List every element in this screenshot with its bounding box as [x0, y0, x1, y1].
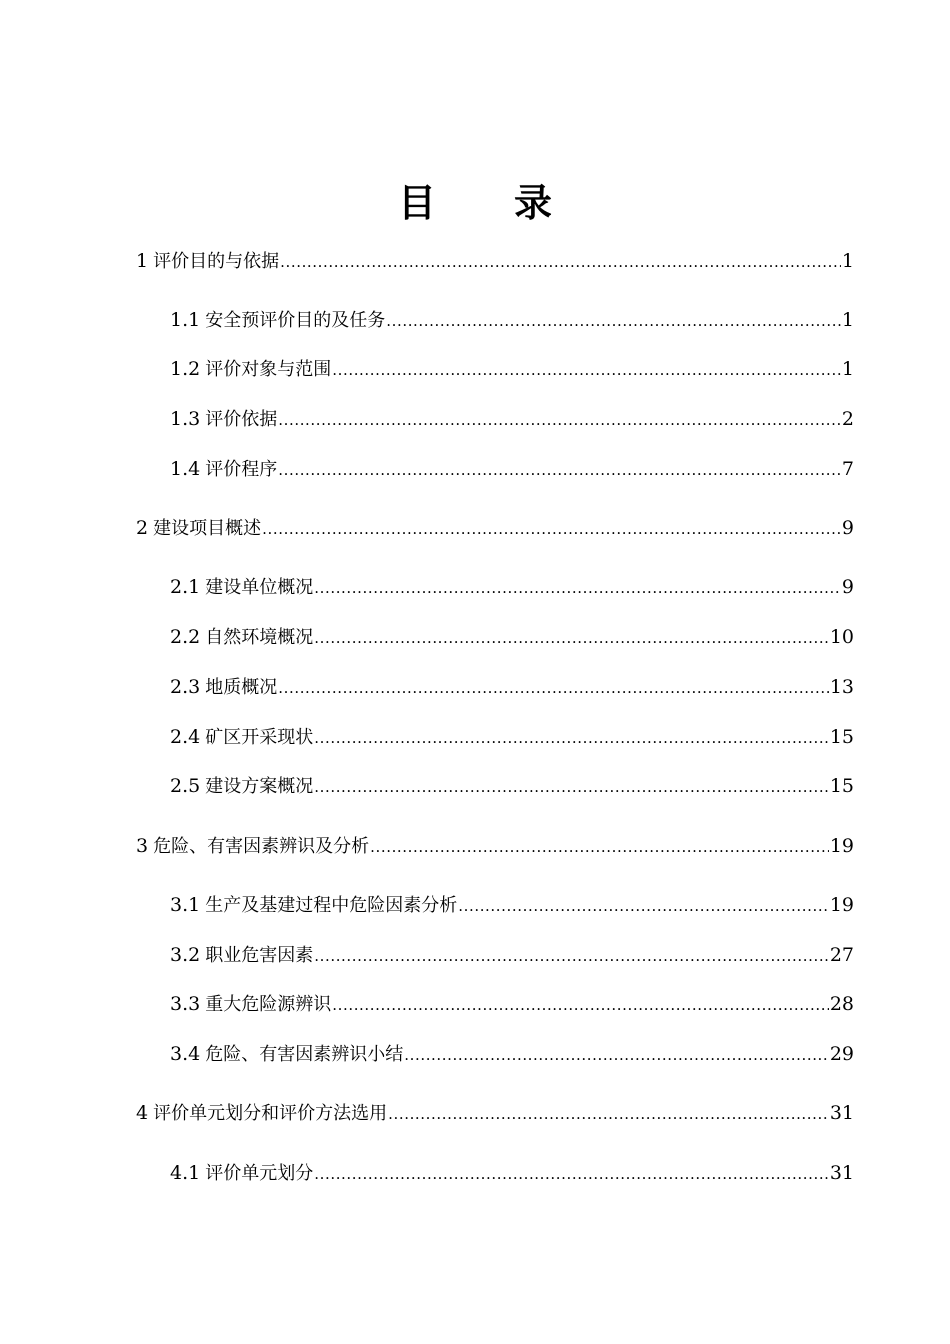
dot-leader: [314, 573, 841, 603]
toc-entry-number: 1.1: [170, 309, 201, 331]
toc-entry-title: 评价程序: [205, 459, 278, 480]
toc-entry-4-1[interactable]: [170, 1158, 854, 1188]
toc-entry-title: 地质概况: [205, 677, 278, 698]
dot-leader: [278, 405, 841, 435]
dot-leader: [386, 306, 841, 336]
toc-title-char-1: 目: [397, 181, 436, 225]
toc-entry-number: 4: [136, 1102, 149, 1124]
toc-entry-title: 评价对象与范围: [205, 359, 332, 380]
dot-leader: [404, 1040, 829, 1070]
toc-entry-title: 评价依据: [205, 409, 278, 430]
toc-entry-page: 31: [829, 1102, 854, 1124]
dot-leader: [278, 455, 841, 485]
dot-leader: [314, 1159, 829, 1189]
toc-entry-number: 3.3: [170, 993, 201, 1015]
toc-entry-page: 28: [829, 993, 854, 1015]
toc-entry-number: 2.1: [170, 576, 201, 598]
toc-entry-page: 19: [829, 835, 854, 857]
toc-entry-number: 2.3: [170, 676, 201, 698]
toc-entry-number: 2.2: [170, 626, 201, 648]
toc-entry-page: 2: [841, 408, 854, 430]
dot-leader: [458, 891, 829, 921]
dot-leader: [332, 990, 829, 1020]
dot-leader: [370, 832, 829, 862]
toc-entry-number: 2.4: [170, 726, 201, 748]
toc-entry-page: 13: [829, 676, 854, 698]
dot-leader: [278, 673, 829, 703]
dot-leader: [314, 772, 829, 802]
toc-entry-page: 10: [829, 626, 854, 648]
toc-entry-number: 2.5: [170, 775, 201, 797]
toc-entry-1-4[interactable]: [170, 454, 854, 484]
toc-entry-number: 1.3: [170, 408, 201, 430]
toc-entry-title: 评价单元划分和评价方法选用: [153, 1103, 388, 1124]
toc-entry-page: 1: [841, 309, 854, 331]
toc-entry-3-3[interactable]: [170, 989, 854, 1019]
dot-leader: [314, 941, 829, 971]
toc-entry-number: 3.4: [170, 1043, 201, 1065]
toc-entry-page: 7: [841, 458, 854, 480]
toc-entry-number: 2: [136, 517, 149, 539]
toc-entry-title: 危险、有害因素辨识及分析: [153, 836, 370, 857]
toc-entry-2-1[interactable]: [170, 572, 854, 602]
toc-entry-3-4[interactable]: [170, 1039, 854, 1069]
toc-entry-title: 生产及基建过程中危险因素分析: [205, 895, 458, 916]
toc-entry-number: 1.4: [170, 458, 201, 480]
toc-entry-2[interactable]: [136, 513, 854, 543]
dot-leader: [314, 723, 829, 753]
toc-entry-title: 建设方案概况: [205, 776, 314, 797]
toc-entry-3[interactable]: [136, 831, 854, 861]
toc-entry-page: 31: [829, 1162, 854, 1184]
toc-entry-1-3[interactable]: [170, 404, 854, 434]
toc-entry-page: 15: [829, 775, 854, 797]
toc-entry-title: 评价单元划分: [205, 1163, 314, 1184]
toc-entry-title: 职业危害因素: [205, 945, 314, 966]
toc-entry-2-3[interactable]: [170, 672, 854, 702]
dot-leader: [388, 1099, 829, 1129]
toc-entry-page: 29: [829, 1043, 854, 1065]
toc-entry-title: 建设项目概述: [153, 518, 262, 539]
toc-entry-3-2[interactable]: [170, 940, 854, 970]
toc-entry-title: 矿区开采现状: [205, 727, 314, 748]
toc-entry-1-2[interactable]: [170, 354, 854, 384]
toc-entry-page: 27: [829, 944, 854, 966]
toc-entry-title: 建设单位概况: [205, 577, 314, 598]
toc-entry-3-1[interactable]: [170, 890, 854, 920]
toc-entry-number: 3: [136, 835, 149, 857]
toc-entry-2-2[interactable]: [170, 622, 854, 652]
toc-entry-page: 1: [841, 358, 854, 380]
toc-entry-title: 评价目的与依据: [153, 251, 280, 272]
toc-entry-number: 3.2: [170, 944, 201, 966]
toc-entry-1-1[interactable]: [170, 305, 854, 335]
toc-entry-page: 19: [829, 894, 854, 916]
toc-entry-title: 自然环境概况: [205, 627, 314, 648]
toc-entry-1[interactable]: [136, 246, 854, 276]
toc-entry-page: 9: [841, 517, 854, 539]
toc-title-char-2: 录: [514, 181, 553, 225]
toc-entry-page: 15: [829, 726, 854, 748]
toc-entry-number: 1: [136, 250, 149, 272]
dot-leader: [262, 514, 841, 544]
dot-leader: [280, 247, 841, 277]
toc-entry-2-5[interactable]: [170, 771, 854, 801]
toc-entry-page: 9: [841, 576, 854, 598]
toc-entry-number: 3.1: [170, 894, 201, 916]
toc-entry-2-4[interactable]: [170, 722, 854, 752]
dot-leader: [332, 355, 841, 385]
toc-entry-page: 1: [841, 250, 854, 272]
dot-leader: [314, 623, 829, 653]
toc-entry-title: 危险、有害因素辨识小结: [205, 1044, 404, 1065]
toc-entry-title: 安全预评价目的及任务: [205, 310, 386, 331]
toc-entry-number: 4.1: [170, 1162, 201, 1184]
toc-entry-title: 重大危险源辨识: [205, 994, 332, 1015]
toc-entry-4[interactable]: [136, 1098, 854, 1128]
toc-entry-number: 1.2: [170, 358, 201, 380]
